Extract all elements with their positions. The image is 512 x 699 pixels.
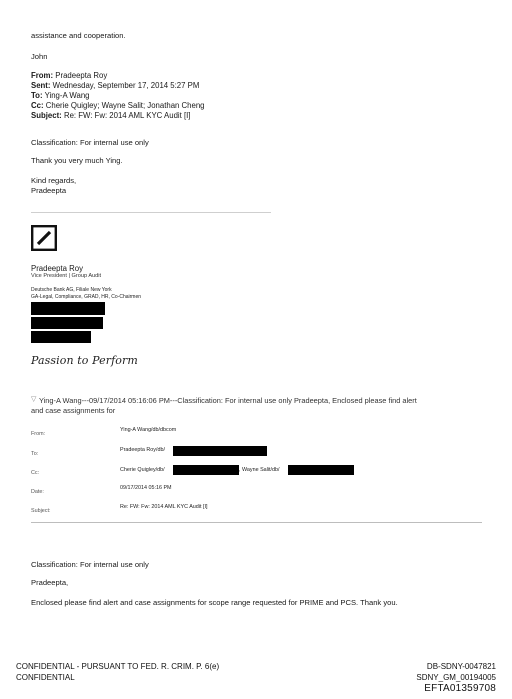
- footer-efta-number: EFTA01359708: [424, 683, 496, 694]
- quoted-from-label: From:: [31, 431, 46, 437]
- footer-bates-sdny: SDNY_GM_00194005: [416, 673, 496, 682]
- sent-value: Wednesday, September 17, 2014 5:27 PM: [52, 81, 200, 90]
- quoted-summary-cont: and case assignments for: [31, 406, 116, 415]
- quoted-date-label: Date:: [31, 489, 44, 495]
- redaction-box: [173, 446, 267, 456]
- redaction-box: [173, 465, 239, 475]
- to-label: To:: [31, 91, 43, 100]
- classification-1: Classification: For internal use only: [31, 138, 149, 147]
- quoted-cc-value-2: , Wayne Salit/db/: [239, 467, 280, 473]
- kind-regards: Kind regards,: [31, 176, 77, 185]
- quoted-summary: Ying-A Wang---09/17/2014 05:16:06 PM---Classification: For internal use only Pradeepta, Enclosed please find alert: [39, 396, 417, 405]
- redaction-box: [288, 465, 354, 475]
- quoted-cc-label: Cc:: [31, 470, 40, 476]
- from-label: From:: [31, 71, 54, 80]
- signoff-john: John: [31, 52, 48, 61]
- quoted-cc-value: Cherie Quigley/db/: [120, 467, 165, 473]
- subject-label: Subject:: [31, 111, 62, 120]
- slogan-passion-to-perform: Passion to Perform: [31, 354, 138, 367]
- subject-value: Re: FW: Fw: 2014 AML KYC Audit [I]: [63, 111, 191, 120]
- sent-label: Sent:: [31, 81, 51, 90]
- classification-2: Classification: For internal use only: [31, 560, 149, 569]
- quoted-arrow-icon: ▽: [31, 396, 37, 403]
- quoted-to-value: Pradeepta Roy/db/: [120, 447, 165, 453]
- redaction-box: [31, 317, 103, 329]
- redaction-box: [31, 302, 105, 315]
- footer-confidential: CONFIDENTIAL: [16, 673, 75, 682]
- quoted-date-value: 09/17/2014 05:16 PM: [120, 485, 172, 491]
- quoted-subject-value: Re: FW: Fw: 2014 AML KYC Audit [I]: [120, 504, 208, 510]
- signature-company: Deutsche Bank AG, Filiale New York: [31, 287, 112, 293]
- signature-name: Pradeepta Roy: [31, 264, 84, 273]
- redaction-box: [31, 331, 91, 343]
- body-text-cooperation: assistance and cooperation.: [31, 31, 126, 40]
- signoff-pradeepta: Pradeepta: [31, 186, 67, 195]
- signature-title: Vice President | Group Audit: [31, 273, 102, 279]
- quoted-to-label: To:: [31, 451, 39, 457]
- quoted-divider: [31, 522, 482, 523]
- cc-label: Cc:: [31, 101, 44, 110]
- deutsche-bank-logo: [31, 225, 57, 251]
- quoted-from-value: Ying-A Wang/db/dbcom: [120, 427, 177, 433]
- from-value: Pradeepta Roy: [55, 71, 108, 80]
- to-value: Ying-A Wang: [44, 91, 90, 100]
- thanks-line: Thank you very much Ying.: [31, 156, 123, 165]
- footer-bates-db: DB-SDNY-0047821: [426, 662, 496, 671]
- footer-confidential-pursuant: CONFIDENTIAL - PURSUANT TO FED. R. CRIM. P. 6(e): [16, 662, 220, 671]
- divider: [31, 212, 271, 213]
- cc-value: Cherie Quigley; Wayne Salit; Jonathan Cheng: [45, 101, 205, 110]
- body-enclosed: Enclosed please find alert and case assignments for scope range requested for PRIME and PCS. Thank you.: [31, 598, 398, 607]
- greeting: Pradeepta,: [31, 578, 69, 587]
- signature-dept: GA-Legal, Compliance, GRAD, HR, Co-Chairmen: [31, 294, 142, 300]
- quoted-subject-label: Subject:: [31, 508, 51, 514]
